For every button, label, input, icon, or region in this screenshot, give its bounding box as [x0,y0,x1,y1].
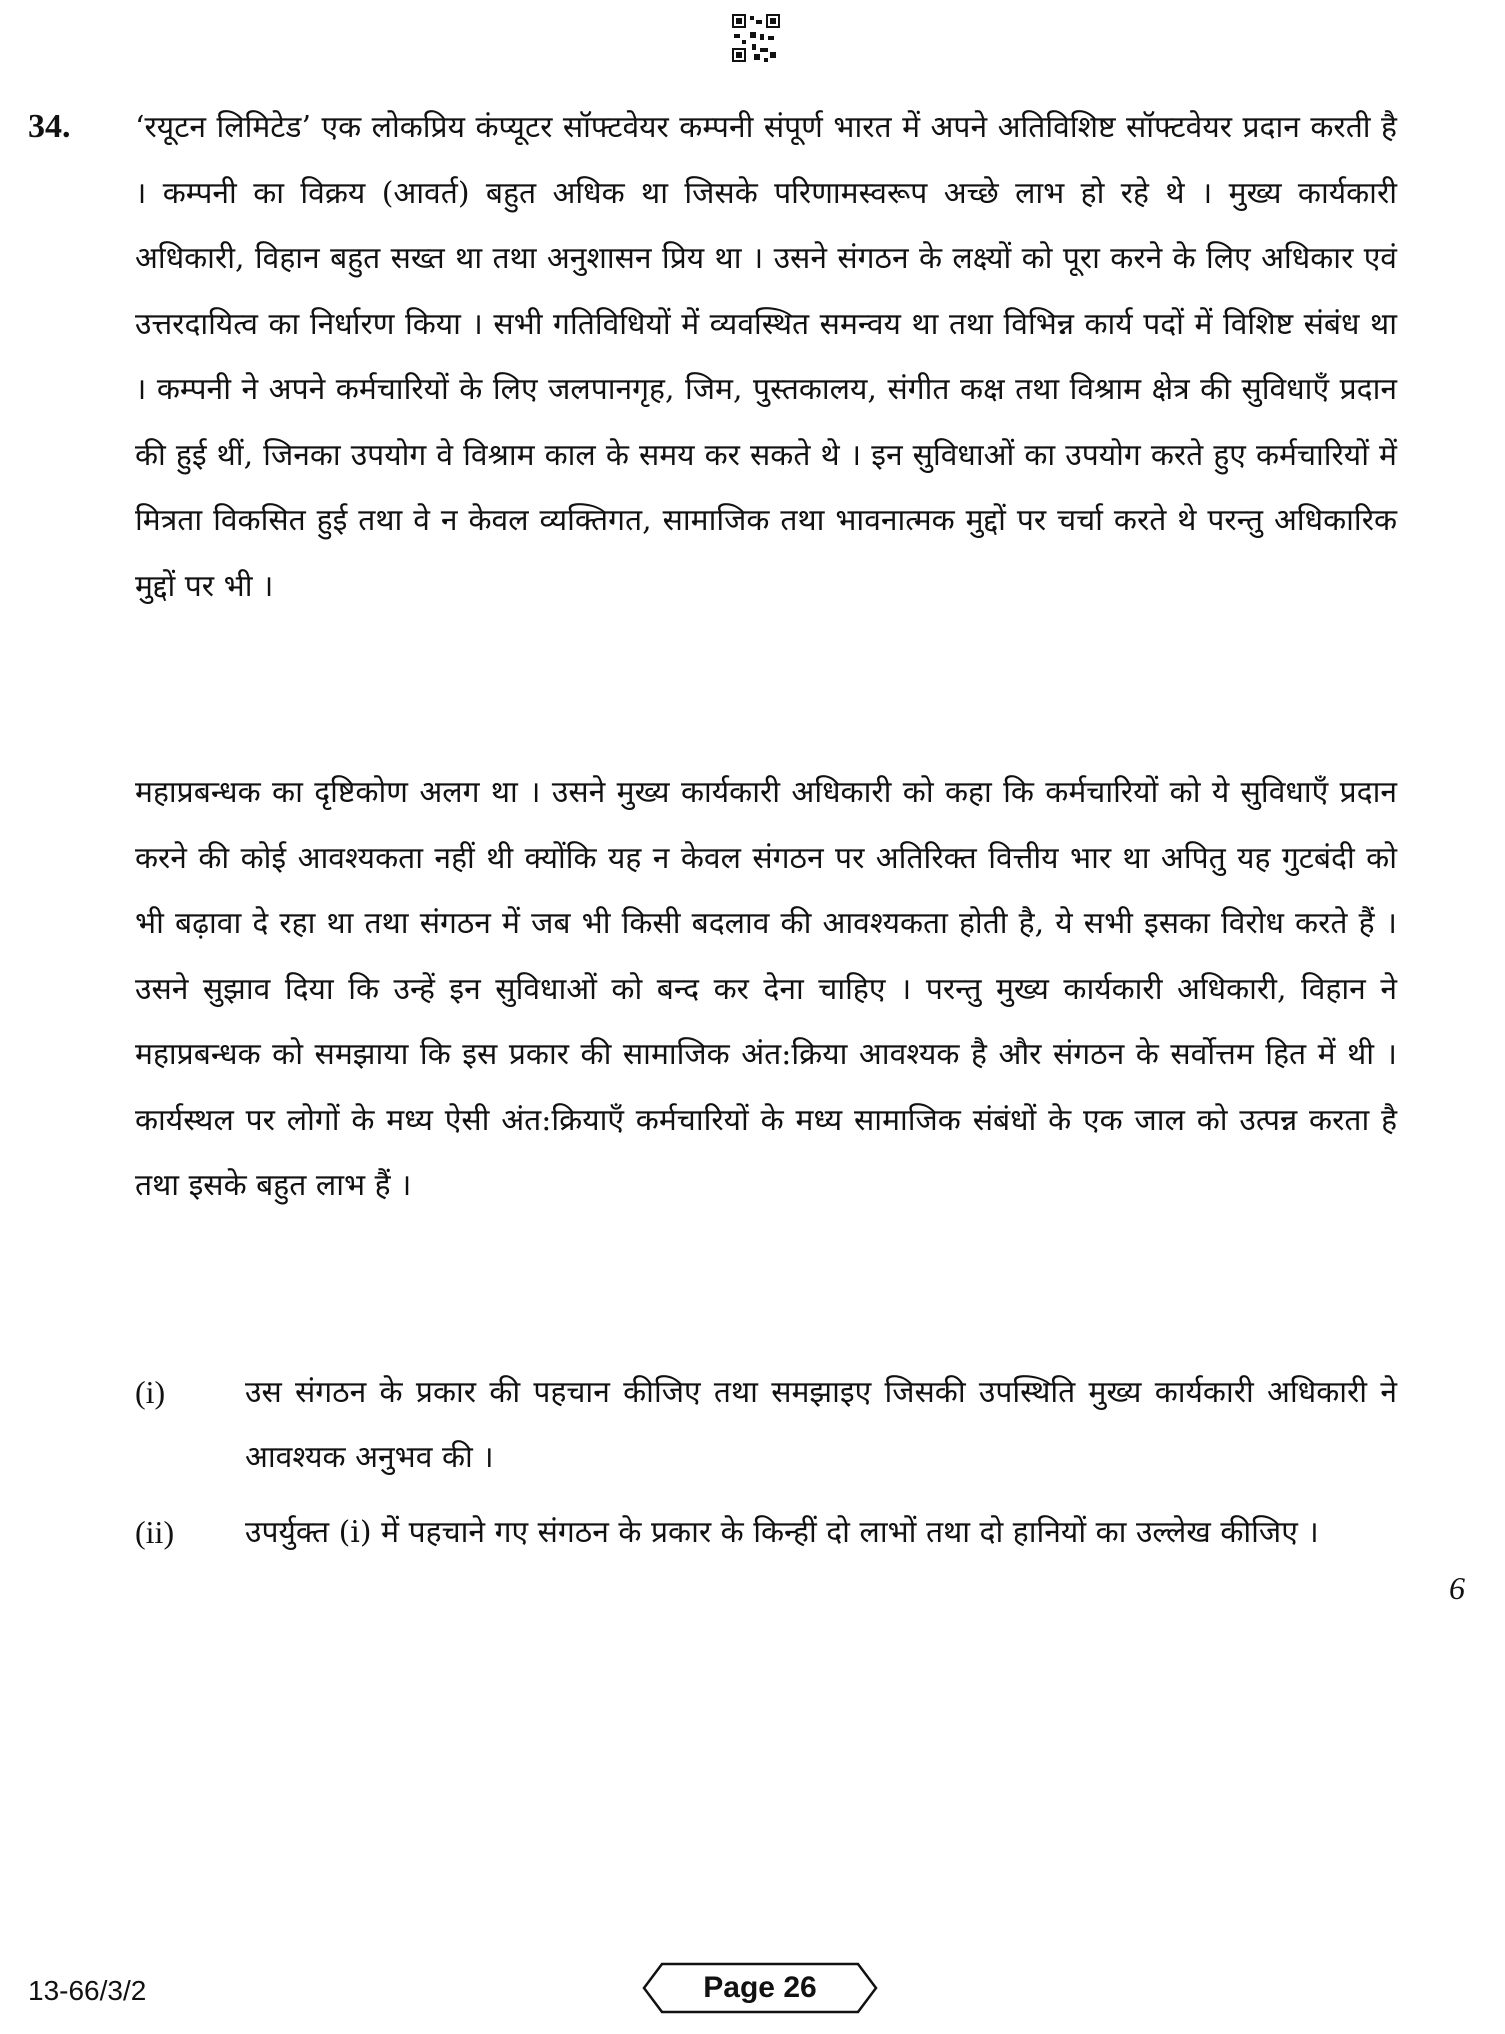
sub-question-label: (i) [135,1374,166,1410]
page-number-badge [640,1960,880,2016]
case-paragraph-1: ‘रयूटन लिमिटेड’ एक लोकप्रिय कंप्यूटर सॉफ्टवेयर कम्पनी संपूर्ण भारत में अपने अतिविशिष्ट सॉफ्टवेयर प्रदान करती है । कम्पनी का विक्रय (आवर्त) बहुत अधिक था जिसके परिणामस्वरूप अच्छे लाभ हो रहे थे । मुख्य कार्यकारी अधिकारी, विहान बहुत सख्त था तथा अनुशासन प्रिय था । उसने संगठन के लक्ष्यों को पूरा करने के लिए अधिकार एवं उत्तरदायित्व का निर्धारण किया । सभी गतिविधियों में व्यवस्थित समन्वय था तथा विभिन्न कार्य पदों में विशिष्ट संबंध था । कम्पनी ने अपने कर्मचारियों के लिए जलपानगृह, जिम, पुस्तकालय, संगीत कक्ष तथा विश्राम क्षेत्र की सुविधाएँ प्रदान की हुई थीं, जिनका उपयोग वे विश्राम काल के समय कर सकते थे । इन सुविधाओं का उपयोग करते हुए कर्मचारियों में मित्रता विकसित हुई तथा वे न केवल व्यक्तिगत, सामाजिक तथा भावनात्मक मुद्दों पर चर्चा करते थे परन्तु अधिकारिक मुद्दों पर भी । [135,110,1397,604]
marks: 6 [1449,1570,1465,1606]
page-number: Page 26 [703,1971,817,2004]
qr-code [730,12,782,64]
sub-question-2 [135,1500,1397,1565]
paper-code: 13-66/3/2 [28,1975,147,2006]
sub-question-label: (ii) [135,1514,175,1550]
sub-question-text: उस संगठन के प्रकार की पहचान कीजिए तथा समझाइए जिसकी उपस्थिति मुख्य कार्यकारी अधिकारी ने आवश्यक अनुभव की । [245,1375,1397,1475]
sub-question-1 [135,1360,1397,1490]
sub-question-text: उपर्युक्त (i) में पहचाने गए संगठन के प्रकार के किन्हीं दो लाभों तथा दो हानियों का उल्लेख कीजिए । [245,1515,1319,1550]
question-number: 34. [28,108,71,145]
case-paragraph-2: महाप्रबन्धक का दृष्टिकोण अलग था । उसने मुख्य कार्यकारी अधिकारी को कहा कि कर्मचारियों को ये सुविधाएँ प्रदान करने की कोई आवश्यकता नहीं थी क्योंकि यह न केवल संगठन पर अतिरिक्त वित्तीय भार था अपितु यह गुटबंदी को भी बढ़ावा दे रहा था तथा संगठन में जब भी किसी बदलाव की आवश्यकता होती है, ये सभी इसका विरोध करते हैं । उसने सुझाव दिया कि उन्हें इन सुविधाओं को बन्द कर देना चाहिए । परन्तु मुख्य कार्यकारी अधिकारी, विहान ने महाप्रबन्धक को समझाया कि इस प्रकार की सामाजिक अंत:क्रिया आवश्यक है और संगठन के सर्वोत्तम हित में थी । कार्यस्थल पर लोगों के मध्य ऐसी अंत:क्रियाएँ कर्मचारियों के मध्य सामाजिक संबंधों के एक जाल को उत्पन्न करता है तथा इसके बहुत लाभ हैं । [135,775,1397,1203]
